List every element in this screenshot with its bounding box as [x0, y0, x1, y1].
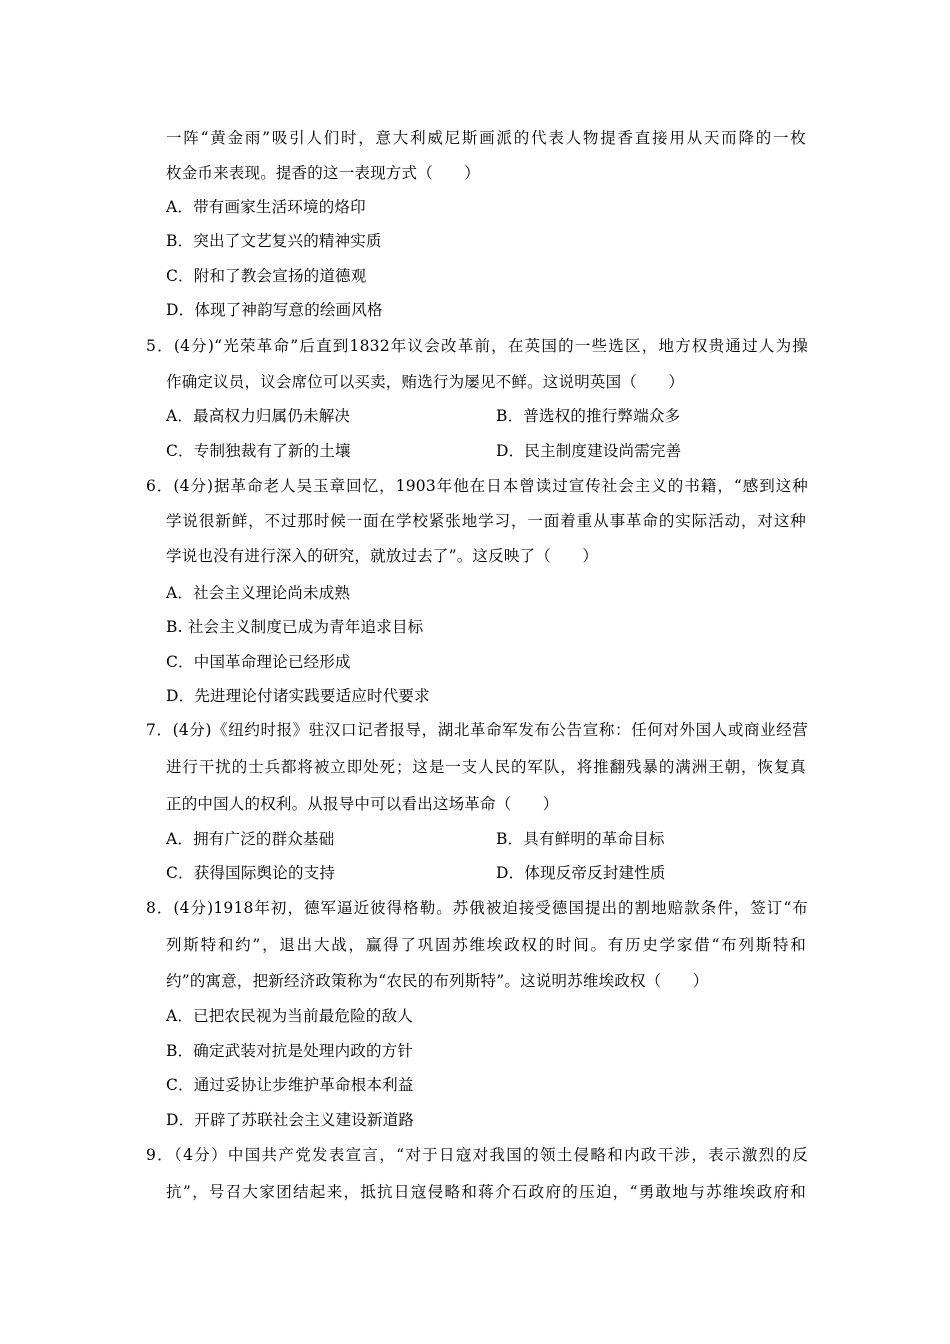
q6-option-c: C．中国革命理论已经形成	[166, 653, 351, 671]
q5-option-c: C．专制独裁有了新的土壤	[166, 442, 351, 460]
q4-option-b: B．突出了文艺复兴的精神实质	[166, 232, 382, 250]
q7-option-b: B．具有鲜明的革命目标	[496, 830, 665, 848]
q7-stem-line-1: 7．(4分)《纽约时报》驻汉口记者报导，湖北革命军发布公告宣称：任何对外国人或商业经营	[146, 721, 808, 739]
q4-option-c: C．附和了教会宣扬的道德观	[166, 267, 367, 285]
q7-option-c: C．获得国际舆论的支持	[166, 864, 336, 882]
q6-stem-line-3: 学说也没有进行深入的研究，就放过去了”。这反映了（ ）	[166, 547, 599, 565]
q5-option-b: B．普选权的推行弊端众多	[496, 407, 681, 425]
q8-stem-line-1: 8．(4分)1918年初，德军逼近彼得格勒。苏俄被迫接受德国提出的割地赔款条件，签订“布	[146, 899, 808, 917]
q8-stem-line-2: 列斯特和约”，退出大战，赢得了巩固苏维埃政权的时间。有历史学家借“布列斯特和	[166, 936, 806, 954]
q6-option-b: B. 社会主义制度已成为青年追求目标	[166, 618, 424, 636]
q9-stem-line-2: 抗”，号召大家团结起来，抵抗日寇侵略和蒋介石政府的压迫，“勇敢地与苏维埃政府和	[166, 1183, 806, 1201]
q5-option-a: A．最高权力归属仍未解决	[166, 407, 351, 425]
q5-option-d: D．民主制度建设尚需完善	[496, 442, 682, 460]
q4-stem-line-2: 枚金币来表现。提香的这一表现方式（ ）	[166, 164, 481, 182]
q5-stem-line-2: 作确定议员，议会席位可以买卖，贿选行为屡见不鲜。这说明英国（ ）	[166, 373, 685, 391]
q7-stem-line-2: 进行干扰的士兵都将被立即处死；这是一支人民的军队，将推翻残暴的满洲王朝，恢复真	[166, 758, 806, 776]
q6-option-d: D．先进理论付诸实践要适应时代要求	[166, 687, 430, 705]
q7-option-d: D．体现反帝反封建性质	[496, 864, 666, 882]
q8-option-a: A．已把农民视为当前最危险的敌人	[166, 1007, 413, 1025]
q4-option-d: D．体现了神韵写意的绘画风格	[166, 301, 383, 319]
q8-option-d: D．开辟了苏联社会主义建设新道路	[166, 1111, 415, 1129]
q9-stem-line-1: 9．（4分）中国共产党发表宣言，“对于日寇对我国的领土侵略和内政干涉，表示激烈的反	[146, 1146, 808, 1164]
q8-stem-line-3: 约”的寓意，把新经济政策称为“农民的布列斯特”。这说明苏维埃政权（ ）	[166, 972, 709, 990]
q7-stem-line-3: 正的中国人的权利。从报导中可以看出这场革命（ ）	[166, 795, 559, 813]
q8-option-c: C．通过妥协让步维护革命根本利益	[166, 1076, 414, 1094]
q7-option-a: A．拥有广泛的群众基础	[166, 830, 335, 848]
q5-stem-line-1: 5．(4分)“光荣革命”后直到1832年议会改革前，在英国的一些选区，地方权贵通过人为操	[146, 337, 808, 355]
q6-option-a: A．社会主义理论尚未成熟	[166, 584, 351, 602]
q6-stem-line-2: 学说很新鲜，不过那时候一面在学校紧张地学习，一面着重从事革命的实际活动，对这种	[166, 512, 806, 530]
q4-stem-line-1: 一阵“黄金雨”吸引人们时，意大利威尼斯画派的代表人物提香直接用从天而降的一枚	[166, 129, 806, 147]
q6-stem-line-1: 6．(4分)据革命老人吴玉章回忆，1903年他在日本曾读过宣传社会主义的书籍，“感到这种	[146, 477, 808, 495]
q4-option-a: A．带有画家生活环境的烙印	[166, 198, 366, 216]
q8-option-b: B．确定武装对抗是处理内政的方针	[166, 1042, 414, 1060]
